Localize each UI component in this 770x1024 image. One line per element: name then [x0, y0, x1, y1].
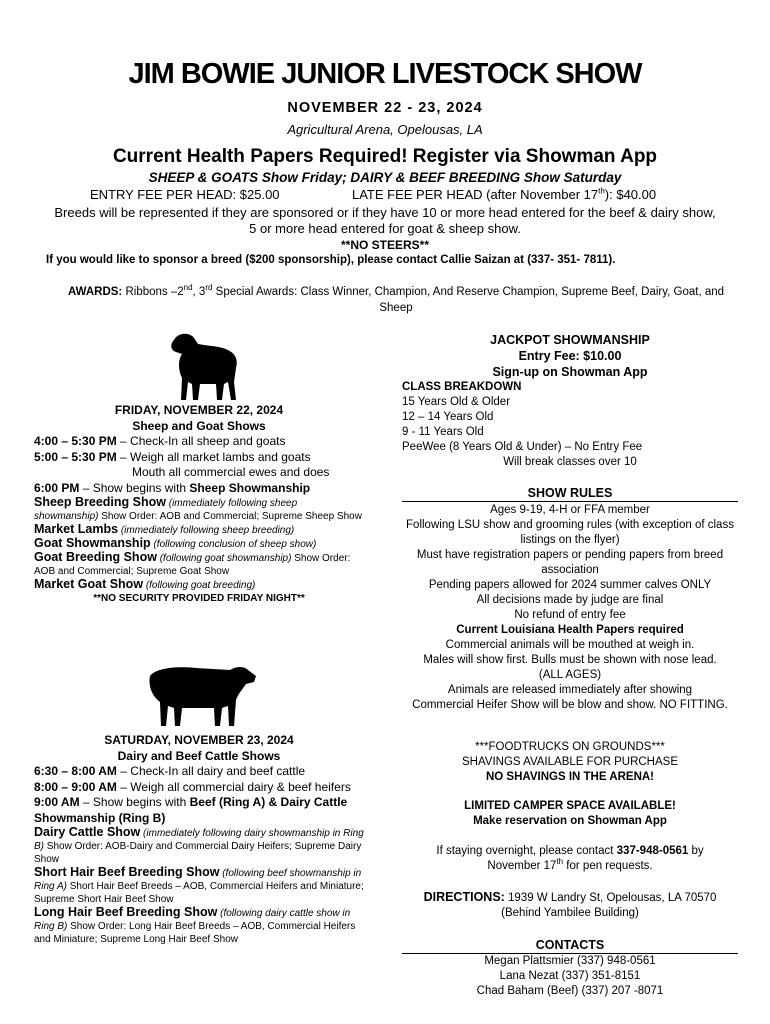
time: 4:00 – 5:30 PM	[34, 434, 117, 448]
rule-item-bold: Current Louisiana Health Papers required	[456, 624, 684, 636]
directions-note: (Behind Yambilee Building)	[501, 907, 639, 919]
venue: Agricultural Arena, Opelousas, LA	[287, 122, 483, 137]
title: Market Lambs	[34, 522, 119, 536]
breeds-note: Breeds will be represented if they are sponsored or if they have 10 or more head entered for the beef & dairy show, 5 or more head entered for goat & sheep show.	[54, 205, 716, 236]
class-item: 15 Years Old & Older	[402, 396, 511, 408]
time: 9:00 AM	[34, 795, 80, 809]
reservation: Make reservation on Showman App	[473, 815, 667, 827]
contacts-section	[402, 937, 738, 999]
note: (immediately following dairy showmanship in Ring B)	[34, 828, 364, 852]
cow-icon	[146, 660, 258, 730]
security-note: **NO SECURITY PROVIDED FRIDAY NIGHT**	[93, 593, 305, 604]
note: (immediately following sheep showmanship)	[34, 498, 298, 522]
show-schedule-summary: SHEEP & GOATS Show Friday; DAIRY & BEEF BREEDING Show Saturday	[148, 170, 622, 185]
rule-item: Commercial Heifer Show will be blow and show. NO FITTING.	[412, 699, 728, 711]
overnight-by: by	[688, 845, 704, 857]
market-lambs	[34, 523, 364, 537]
long-hair-show	[34, 906, 364, 946]
time: 6:00 PM	[34, 480, 80, 495]
saturday-item-3	[34, 795, 364, 826]
market-goat	[34, 578, 364, 592]
title: Short Hair Beef Breeding Show	[34, 865, 220, 879]
note: (following goat showmanship)	[156, 553, 292, 564]
class-note: Will break classes over 10	[503, 456, 637, 468]
rule-item: Pending papers allowed for 2024 summer calves ONLY	[428, 579, 712, 591]
sheep-icon	[164, 330, 244, 402]
no-shavings: NO SHAVINGS IN THE ARENA!	[485, 771, 655, 783]
awards-label: AWARDS:	[67, 286, 123, 298]
rules-title: SHOW RULES	[402, 485, 738, 502]
extras-section	[402, 740, 738, 921]
title: Goat Showmanship	[34, 536, 151, 550]
title: Market Goat Show	[34, 577, 144, 591]
jackpot-title: JACKPOT SHOWMANSHIP	[490, 333, 650, 347]
friday-item-2b: Mouth all commercial ewes and does	[132, 465, 330, 479]
saturday-subheading: Dairy and Beef Cattle Shows	[117, 748, 281, 763]
order: Show Order: Long Hair Beef Breeds – AOB, Commercial Heifers and Miniature; Supreme Long Hair Beef Show	[34, 921, 356, 945]
overnight-phone: 337-948-0561	[616, 845, 689, 857]
late-fee-text: LATE FEE PER HEAD (after November 17	[352, 187, 599, 202]
directions	[402, 890, 738, 906]
saturday-item-2	[34, 780, 364, 796]
contact-item: Lana Nezat (337) 351-8151	[499, 970, 641, 982]
order: Show Order: AOB and Commercial; Supreme Sheep Show	[98, 511, 362, 522]
short-hair-show	[34, 866, 364, 906]
overnight-text: If staying overnight, please contact	[436, 845, 617, 857]
rule-item: Animals are released immediately after showing	[447, 684, 693, 696]
contact-item: Chad Baham (Beef) (337) 207 -8071	[476, 985, 664, 997]
goat-breeding	[34, 551, 364, 578]
note: (following dairy cattle show in Ring B)	[34, 908, 351, 932]
awards-text-b: , 3	[192, 286, 206, 298]
friday-item-2	[34, 450, 364, 466]
order: Show Order: AOB and Commercial; Supreme Goat Show	[34, 553, 351, 577]
text: – Show begins with	[79, 480, 190, 495]
camper: LIMITED CAMPER SPACE AVAILABLE!	[464, 800, 676, 812]
contacts-title: CONTACTS	[402, 937, 738, 954]
rules-section	[402, 485, 738, 713]
saturday-heading: SATURDAY, NOVEMBER 23, 2024	[104, 733, 294, 747]
rule-item: Ages 9-19, 4-H or FFA member	[490, 504, 650, 516]
late-fee-amount: ): $40.00	[604, 187, 657, 202]
awards-sup-2: rd	[205, 283, 213, 293]
rules-list	[402, 502, 738, 713]
contact-item: Megan Plattsmier (337) 948-0561	[484, 955, 656, 967]
rule-item: Commercial animals will be mouthed at weigh in.	[445, 639, 695, 651]
late-fee	[352, 187, 656, 202]
title: Goat Breeding Show	[34, 550, 157, 564]
title: Dairy Cattle Show	[34, 825, 141, 839]
note: (immediately following sheep breeding)	[118, 525, 295, 536]
time: 5:00 – 5:30 PM	[34, 449, 117, 464]
text: – Check-In all sheep and goats	[116, 434, 286, 448]
friday-subheading: Sheep and Goat Shows	[132, 418, 266, 433]
class-breakdown-heading: CLASS BREAKDOWN	[402, 381, 522, 393]
rule-item: Must have registration papers or pending papers from breed association	[416, 549, 724, 576]
jackpot-signup: Sign-up on Showman App	[492, 365, 648, 379]
time: 6:30 – 8:00 AM	[34, 764, 117, 778]
awards-text-a: Ribbons –2	[122, 286, 184, 298]
friday-heading: FRIDAY, NOVEMBER 22, 2024	[114, 403, 284, 417]
note: (following beef showmanship in Ring A)	[34, 868, 362, 892]
awards-text-c: Special Awards: Class Winner, Champion, And Reserve Champion, Supreme Beef, Dairy, Goat, and Sheep	[212, 286, 725, 314]
order: Short Hair Beef Breeds – AOB, Commercial Heifers and Miniature; Supreme Short Hair Beef Show	[34, 881, 364, 905]
health-notice: Current Health Papers Required! Register via Showman App	[112, 146, 658, 167]
date: November 17	[487, 860, 557, 872]
date-text: for pen requests.	[563, 860, 653, 872]
order: Show Order: AOB-Dairy and Commercial Dairy Heifers; Supreme Dairy Show	[34, 841, 362, 865]
shavings: SHAVINGS AVAILABLE FOR PURCHASE	[461, 756, 678, 768]
rule-item: (ALL AGES)	[538, 669, 602, 681]
date-sup: th	[556, 857, 564, 867]
text-bold: Beef (Ring A) & Dairy Cattle Showmanship (Ring B)	[34, 795, 348, 825]
rule-item: All decisions made by judge are final	[476, 594, 664, 606]
sponsor-note: If you would like to sponsor a breed ($200 sponsorship), please contact Callie Saizan at (337- 351- 7811).	[46, 254, 616, 266]
class-item: PeeWee (8 Years Old & Under) – No Entry Fee	[402, 441, 643, 453]
saturday-item-1	[34, 764, 364, 780]
friday-item-3	[34, 481, 364, 497]
fees-line	[90, 187, 700, 202]
note: (following goat breeding)	[143, 580, 256, 591]
text: – Show begins with	[79, 795, 190, 809]
note: (following conclusion of sheep show)	[150, 539, 317, 550]
time: 8:00 – 9:00 AM	[34, 779, 117, 794]
sheep-breeding	[34, 496, 364, 523]
title: Sheep Breeding Show	[34, 495, 166, 509]
text: – Weigh all market lambs and goats	[116, 449, 311, 464]
no-steers: **NO STEERS**	[340, 238, 430, 252]
rule-item: Males will show first. Bulls must be shown with nose lead.	[423, 654, 717, 666]
jackpot-fee: Entry Fee: $10.00	[518, 349, 622, 363]
saturday-section	[34, 733, 364, 946]
class-item: 12 – 14 Years Old	[402, 411, 494, 423]
jackpot-section	[402, 332, 738, 470]
text-bold: Sheep Showmanship	[189, 480, 311, 495]
entry-fee: ENTRY FEE PER HEAD: $25.00	[90, 187, 280, 202]
rule-item: Following LSU show and grooming rules (with exception of class listings on the flyer)	[406, 519, 734, 546]
rule-item: No refund of entry fee	[514, 609, 626, 621]
foodtrucks: ***FOODTRUCKS ON GROUNDS***	[475, 741, 665, 753]
directions-label: DIRECTIONS:	[423, 890, 505, 904]
page-title: JIM BOWIE JUNIOR LIVESTOCK SHOW	[128, 58, 642, 90]
text: – Check-In all dairy and beef cattle	[116, 764, 306, 778]
text: – Weigh all commercial dairy & beef heifers	[116, 779, 351, 794]
awards	[56, 284, 736, 316]
show-dates: NOVEMBER 22 - 23, 2024	[287, 100, 483, 116]
overnight	[402, 844, 738, 859]
awards-sup-1: nd	[183, 283, 193, 293]
directions-address: 1939 W Landry St, Opelousas, LA 70570	[504, 892, 717, 904]
friday-item-1	[34, 434, 364, 450]
friday-section	[34, 403, 364, 605]
late-fee-sup: th	[598, 186, 605, 196]
goat-showmanship	[34, 537, 364, 551]
overnight-date	[402, 859, 738, 874]
class-item: 9 - 11 Years Old	[402, 426, 484, 438]
title: Long Hair Beef Breeding Show	[34, 905, 218, 919]
dairy-show	[34, 826, 364, 866]
